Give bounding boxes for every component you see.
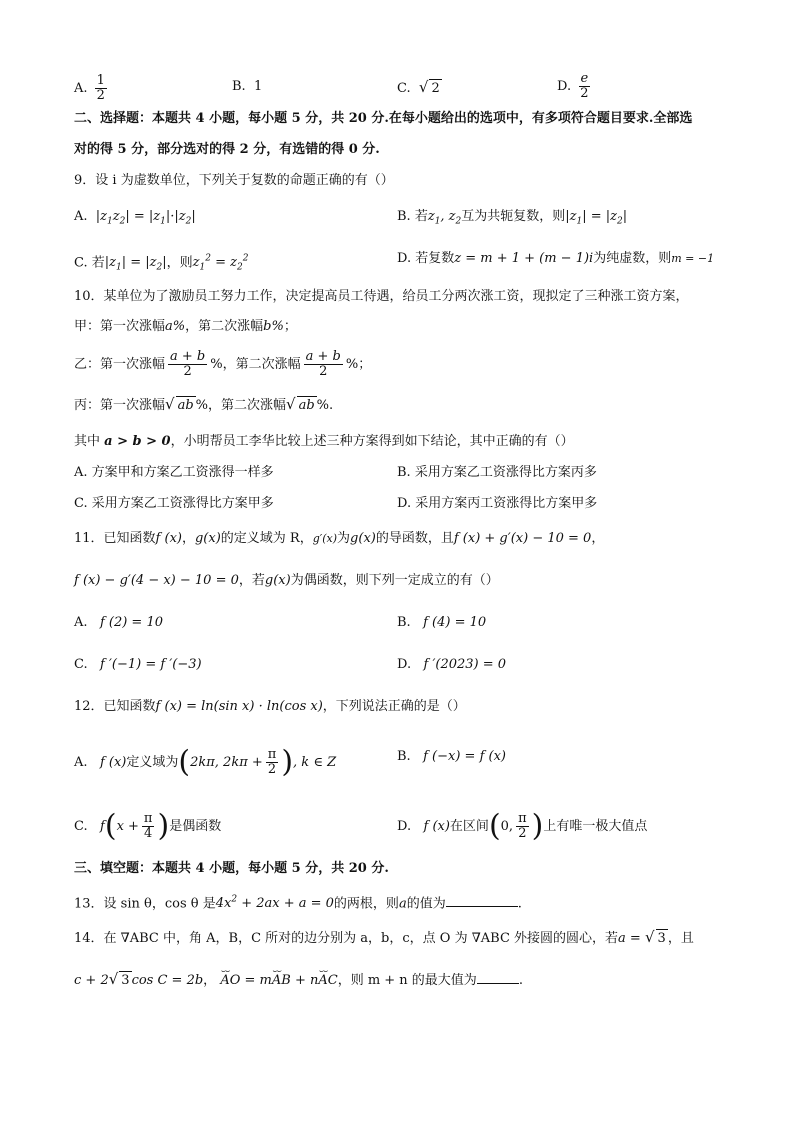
q12-option-d: D. f (x)在区间(0, $\frac{\pi}{2}$ )上有唯一极大值点: [397, 808, 648, 844]
option-text: 互为共轭复数，则: [461, 209, 566, 224]
fraction-pi-over-4: $\frac{\pi}{4}$: [143, 811, 153, 841]
option-label: A.: [74, 755, 88, 770]
option-label: A.: [74, 209, 88, 224]
option-text: C. 若: [74, 255, 105, 271]
option-text: 在区间: [449, 819, 489, 834]
option-label: C.: [74, 819, 88, 834]
math-expr: ⌣⌣ AO = m⌣⌣ AB + n⌣⌣ AC: [220, 973, 337, 988]
stem-text: 为: [337, 531, 351, 546]
fraction-pi-over-2: $\frac{\pi}{2}$: [267, 747, 277, 777]
sqrt-icon: √: [165, 395, 175, 413]
math-expr: f (−x) = f (x): [423, 749, 506, 764]
cond-text: ，小明帮员工李华比较上述三种方案得到如下结论，其中正确的有（）: [170, 434, 574, 449]
stem-text: ，若: [238, 573, 265, 588]
q12-stem: [74, 698, 466, 716]
answer-blank[interactable]: [477, 983, 519, 984]
math-expr: f (x) + g′(x) − 10 = 0: [453, 531, 592, 546]
option-text: 为纯虚数，则: [593, 251, 672, 266]
q10-option-d: D. 采用方案丙工资涨得比方案甲多: [397, 496, 598, 511]
math-expr: $4x^2 + 2ax + a = 0$: [215, 895, 334, 912]
fraction-a-plus-b-over-2: $\frac{a + b}{2}$: [305, 349, 341, 379]
q10-option-a: A. 方案甲和方案乙工资涨得一样多: [74, 465, 274, 480]
math-expr: f (x): [99, 755, 127, 770]
q13-stem: [74, 891, 522, 913]
math-expr: a: [398, 896, 407, 912]
option-label: D.: [397, 657, 412, 672]
q10-stem: 10．某单位为了激励员工努力工作，决定提高员工待遇，给员工分两次涨工资，现拟定了三种涨工资方案，: [74, 289, 689, 304]
math-expr: b%: [263, 319, 284, 334]
math-expr: f (2) = 10: [99, 615, 163, 630]
option-text: 上有唯一极大值点: [543, 819, 648, 834]
q8-option-a: [74, 74, 110, 103]
stem-text: ，下列说法正确的是（）: [322, 699, 466, 714]
plan-text: 丙：第一次涨幅: [74, 398, 166, 413]
sqrt-icon: √: [418, 78, 429, 96]
denominator: 2: [580, 86, 589, 101]
math-expr: ab: [177, 398, 194, 413]
option-text: 是偶函数: [169, 819, 222, 834]
stem-text: .: [517, 896, 522, 912]
math-expr: g(x): [350, 531, 376, 546]
q11-option-c: [74, 656, 202, 674]
math-expr: $|z_1z_2| = |z_1|\cdot|z_2|$: [95, 209, 196, 227]
plan-text: %，第二次涨幅: [210, 357, 301, 372]
stem-text: ，则 m + n 的最大值为: [337, 973, 477, 988]
math-expr: $z_1$, $z_2$: [427, 209, 462, 227]
option-text: B. 若: [397, 209, 428, 224]
q14-stem-line2: [74, 970, 523, 990]
math-expr: $z_1^2 = z_2^2$: [192, 254, 249, 273]
q10-plan-yi: [74, 350, 371, 379]
section3-heading: 三、填空题：本题共 4 小题，每小题 5 分，共 20 分.: [74, 861, 389, 876]
q8-option-d: [557, 72, 594, 101]
stem-text: 12．已知函数: [74, 699, 156, 714]
q11-option-a: [74, 614, 163, 632]
stem-text: ，: [203, 973, 217, 988]
section2-heading-line1: 二、选择题：本题共 4 小题，每小题 5 分，共 20 分.在每小题给出的选项中，有多项符合题目要求.全部选: [74, 111, 693, 126]
cond-text: 其中: [74, 434, 101, 449]
q8-option-b: [232, 78, 262, 96]
plan-text: %.: [316, 398, 334, 413]
math-expr: $|z_1| = |z_2|$: [565, 209, 628, 227]
radicand: 3: [121, 973, 130, 988]
math-expr: ab: [298, 398, 315, 413]
sqrt-icon: √: [286, 395, 296, 413]
math-expr: 0,: [500, 819, 514, 834]
denominator: 2: [96, 88, 105, 103]
option-value: 1: [253, 79, 263, 94]
q9-option-a: [74, 208, 196, 231]
option-label: D.: [557, 79, 572, 94]
fraction-one-half: [95, 74, 107, 103]
stem-text: 为偶函数，则下列一定成立的有（）: [290, 573, 499, 588]
math-expr: c + 2: [74, 973, 109, 988]
stem-text: ，且: [667, 931, 694, 946]
option-label: A.: [74, 81, 88, 96]
section2-heading-line2: 对的得 5 分，部分选对的得 2 分，有选错的得 0 分.: [74, 142, 380, 157]
option-label: B.: [232, 79, 246, 94]
math-expr: x +: [116, 819, 139, 834]
q12-option-a: A. f (x)定义域为(2kπ, 2kπ + $\frac{\pi}{2}$ ), k ∈ Z: [74, 744, 337, 780]
math-expr: f ′(2023) = 0: [423, 657, 507, 672]
math-expr: f (4) = 10: [423, 615, 487, 630]
q10-condition: [74, 433, 574, 451]
math-expr: f: [100, 819, 105, 834]
option-label: C.: [74, 657, 88, 672]
math-expr: cos C = 2b: [131, 973, 204, 988]
math-expr: a =: [618, 931, 645, 946]
q9-option-c: [74, 250, 248, 277]
math-expr: a > b > 0: [104, 434, 171, 449]
math-expr: 2kπ, 2kπ +: [190, 755, 263, 770]
q11-option-b: [397, 614, 486, 632]
stem-text: 的导函数，且: [375, 531, 454, 546]
math-expr: g(x): [264, 573, 291, 588]
stem-text: 14．在 ∇ABC 中，角 A，B，C 所对的边分别为 a，b，c，点 O 为 ∇ABC 外接圆的圆心，若: [74, 931, 619, 946]
option-label: B.: [397, 749, 411, 764]
q11-stem-line2: [74, 572, 499, 590]
math-expr: f (x): [423, 819, 450, 834]
stem-text: 13．设 sin θ，cos θ 是: [74, 896, 216, 912]
math-expr: z = m + 1 + (m − 1)i: [454, 251, 594, 266]
q10-option-b: B. 采用方案乙工资涨得比方案丙多: [397, 465, 597, 480]
stem-text: 的定义域为 R，: [220, 531, 313, 546]
q10-plan-jia: 甲：第一次涨幅a%，第二次涨幅b%；: [74, 319, 297, 334]
radicand: 2: [431, 81, 440, 96]
plan-text: %，第二次涨幅: [195, 398, 287, 413]
math-expr: , k ∈ Z: [293, 755, 337, 770]
stem-text: .: [518, 973, 523, 988]
plan-text: 乙：第一次涨幅: [74, 357, 166, 372]
option-text: 定义域为: [126, 755, 179, 770]
q8-option-c: [397, 78, 442, 98]
option-text: ，则: [166, 255, 193, 271]
fraction-a-plus-b-over-2: $\frac{a + b}{2}$: [170, 349, 206, 379]
q11-option-d: [397, 656, 506, 674]
math-expr: g′(x): [312, 532, 338, 545]
sqrt-icon: √: [108, 970, 119, 988]
stem-text: 的两根，则: [333, 896, 399, 912]
option-label: A.: [74, 615, 88, 630]
stem-text: 的值为: [406, 896, 446, 912]
fraction-e-half: [578, 72, 590, 101]
option-label: B.: [397, 615, 411, 630]
plan-text: 甲：第一次涨幅: [74, 319, 166, 334]
math-expr: f ′(−1) = f ′(−3): [100, 657, 202, 672]
option-label: D.: [397, 819, 412, 834]
q11-stem-line1: 11．已知函数f (x)，g(x)的定义域为 R，g′(x)为g(x)的导函数，且f (x) + g′(x) − 10 = 0，: [74, 531, 605, 546]
q12-option-c: C. f(x + $\frac{\pi}{4}$ )是偶函数: [74, 808, 222, 844]
math-expr: m = −1: [671, 252, 715, 265]
q14-stem-line1: [74, 928, 694, 948]
option-label: C.: [397, 81, 411, 96]
math-expr: f (x): [155, 531, 182, 546]
math-expr: f (x) = ln(sin x) · ln(cos x): [155, 699, 323, 714]
math-expr: $|z_1| = |z_2|$: [104, 255, 167, 273]
sqrt-icon: √: [644, 928, 655, 946]
answer-blank[interactable]: [446, 906, 518, 907]
math-expr: a%: [165, 319, 186, 334]
option-text: D. 若复数: [397, 251, 455, 266]
numerator: 1: [96, 73, 105, 88]
math-expr: f (x) − g′(4 − x) − 10 = 0: [74, 573, 239, 588]
plan-text: ，第二次涨幅: [185, 319, 264, 334]
q9-stem: 9．设 i 为虚数单位，下列关于复数的命题正确的有（）: [74, 173, 394, 188]
q10-option-c: C. 采用方案乙工资涨得比方案甲多: [74, 496, 274, 511]
fraction-pi-over-2: $\frac{\pi}{2}$: [518, 811, 527, 841]
radicand: 3: [657, 931, 666, 946]
plan-text: %；: [345, 357, 372, 372]
stem-text: 11．已知函数: [74, 531, 156, 546]
numerator: e: [580, 71, 589, 86]
math-expr: g(x): [194, 531, 221, 546]
q9-option-d: [397, 250, 714, 268]
q12-option-b: [397, 748, 506, 766]
q10-plan-bing: [74, 395, 333, 415]
q9-option-b: [397, 208, 627, 231]
